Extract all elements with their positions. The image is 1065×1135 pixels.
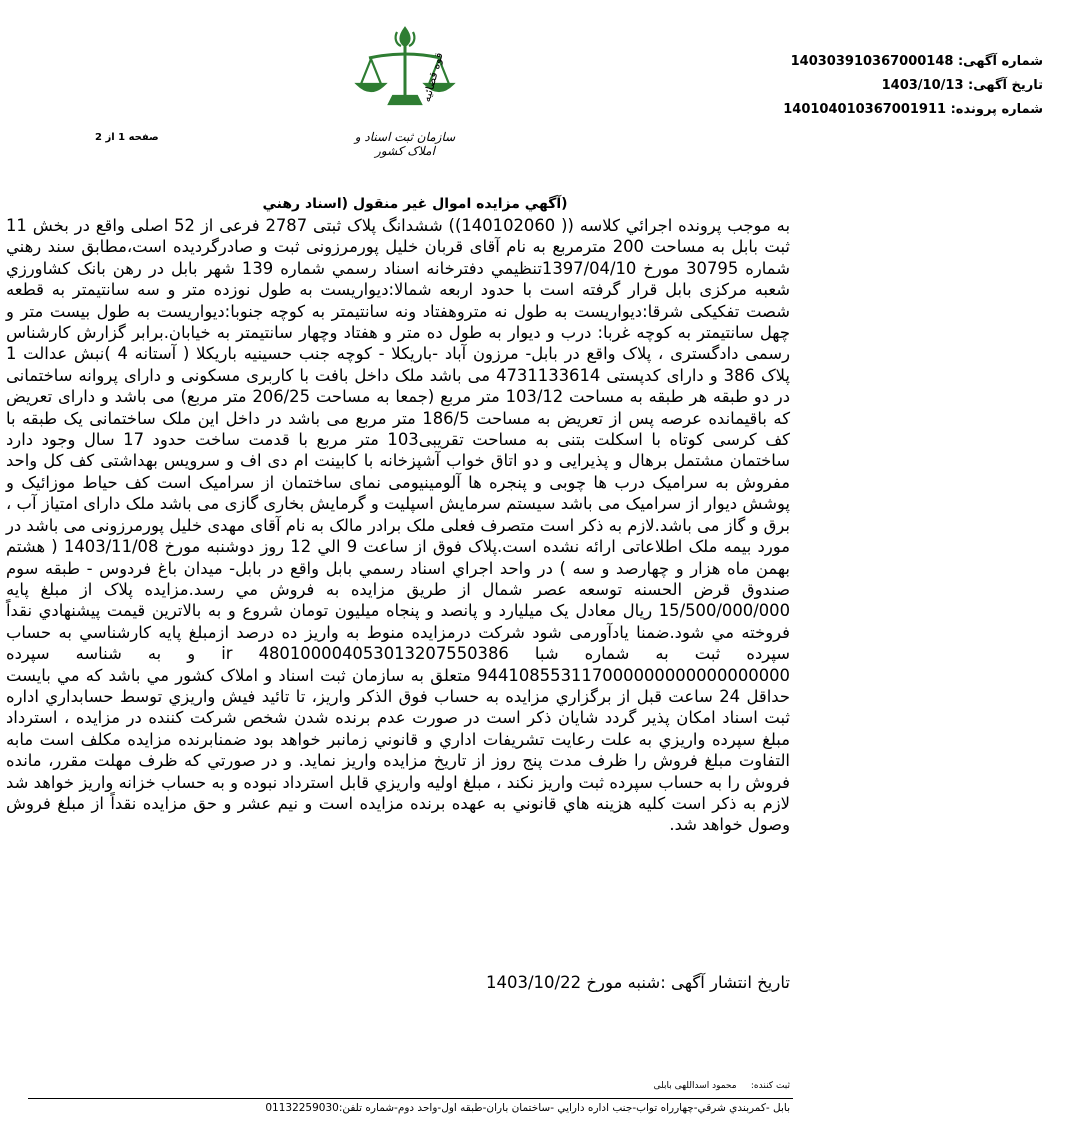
- publication-date: تاریخ انتشار آگهی :شنبه مورخ 1403/10/22: [485, 973, 790, 992]
- notice-number-row: [743, 50, 1043, 74]
- notice-body-text: به موجب پرونده اجرائي كلاسه (( 140102060)) ششدانگ پلاک ثبتی 2787 فرعی از 52 اصلی واقع در بخش 11 ثبت بابل به مساحت 200 مترمربع به نام آقای قربان خلیل پورمرزونی ثبت و صادرگردیده است،مطابق سند رهني شماره 30795 مورخ 1397/04/10تنظيمي دفترخانه اسناد رسمي شماره 139 شهر بابل در رهن بانک كشاورزي شعبه مرکزی بابل قرار گرفته است با حدود اربعه شمالا:دیواریست به طول نوزده متر و سه سانتیمتر به قطعه شصت تفکیکی شرقا:دیواریست به طول نه متروهفتاد ونه سانتیمتر به کوچه جنوبا:دیواریست به طول بیست متر و چهل سانتیمتر به کوچه غربا: درب و دیوار به طول ده متر و هفتاد وچهار سانتیمتر به خیابان.برابر گزارش کارشناس رسمی دادگستری ، پلاک واقع در بابل- مرزون آباد -باریکلا - کوچه جنب حسینیه باریکلا ( آستانه 4 )نبش عدالت 1 پلاک 386 و دارای کدپستی 4731133614 می باشد ملک داخل بافت با کاربری مسکونی و دارای پروانه ساختمانی در دو طبقه هر طبقه به مساحت 103/12 متر مربع (جمعا به مساحت 206/25 متر مربع) می باشد و دارای تعریض که باقیمانده عرصه پس از تعریض به مساحت 186/5 متر مربع می باشد در داخل این ملک ساختمانی یک طبقه با کف کرسی کوتاه با اسکلت بتنی به مساحت تقریبی103 متر مربع با قدمت ساخت حدود 17 سال وجود دارد ساختمان مشتمل برهال و پذیرایی و دو اتاق خواب آشپزخانه با کابینت ام دی اف و سرویس بهداشتی کف کل واحد مفروش به سرامیک درب ها چوبی و پنجره ها آلومینیومی نمای ساختمان از سرامیک است کف حیاط موزائیک و پوشش دیوار از سرامیک می باشد سیستم سرمایش اسپلیت و گرمایش بخاری گازی می باشد ملک دارای امتیاز آب ، برق و گاز می باشد.لازم به ذکر است متصرف فعلی ملک برادر مالک به نام آقای مهدی خلیل پورمرزونی می باشد در مورد بیمه ملک اطلاعاتی ارائه نشده است.پلاک فوق از ساعت 9 الي 12 روز دوشنبه مورخ 1403/11/08 ( هشتم بهمن ماه هزار و چهارصد و سه ) در واحد اجراي اسناد رسمي بابل واقع در بابل- میدان باغ فردوس - طبقه سوم صندوق قرض الحسنه توسعه عصر شمال از طريق مزايده به فروش مي رسد.مزايده پلاک از مبلغ پايه 15/500/000/000 ريال معادل یک میلیارد و پانصد و پنجاه میلیون تومان شروع و به بالاترين قيمت پيشنهادي نقداً فروخته مي شود.ضمنا يادآورمی شود شرکت درمزايده منوط به واريز ده درصد ازمبلغ پايه كارشناسي به حساب سپرده ثبت به شماره شبا ir 480100004053013207550386 و به شناسه سپرده 944108553117000000000000000000 متعلق به سازمان ثبت اسناد و املاک كشور مي باشد كه مي بايست حداقل 24 ساعت قبل از برگزاري مزايده به حساب فوق الذکر واريز، تا تائيد فيش واريزي توسط حسابداري اداره ثبت اسناد امکان پذير گردد شايان ذكر است در صورت عدم برنده شدن شخص شرکت كننده در مزايده ، استرداد مبلغ سپرده واريزي به علت رعايت تشريفات اداري و قانوني زمانبر خواهد بود ضمنابرنده مزايده مكلف است مابه التفاوت مبلغ فروش را ظرف مدت پنج روز از تاريخ مزايده واريز نمايد. و در صورتي كه ظرف مهلت مقرر، مانده فروش را به حساب سپرده ثبت واريز نكند ، مبلغ اوليه واريزي قابل استرداد نبوده و به حساب خزانه واريز خواهد شد لازم به ذکر است کلیه هزینه هاي قانوني به عهده برنده مزايده است و نيم عشر و حق مزايده نقداً از مبلغ فروش وصول خواهد شد.: [5, 216, 791, 835]
- footer-divider: [28, 1098, 793, 1099]
- page-number: صفحه 1 از 2: [95, 132, 159, 143]
- notice-number-label: شماره آگهی:: [957, 54, 1043, 69]
- registrar-label: ثبت کننده:: [750, 1081, 790, 1091]
- registrar: [560, 1081, 790, 1091]
- organization-text: سازمان ثبت اسناد و املاک کشور: [354, 130, 456, 158]
- notice-meta: [743, 50, 1043, 122]
- notice-body: [6, 215, 790, 836]
- case-number-label: شماره پرونده:: [950, 102, 1043, 117]
- notice-date-label: تاریخ آگهی:: [968, 78, 1043, 93]
- office-address: بابل -کمربندي شرقي-چهارراه تواب-جنب اداره دارايي -ساختمان باران-طبقه اول-واحد دوم-شماره تلفن:01132259030: [265, 1102, 790, 1114]
- notice-title: (آگهي مزايده اموال غير منقول (اسناد رهني: [262, 196, 568, 212]
- case-number: 140104010367001911: [783, 102, 947, 117]
- registrar-name: محمود اسداللهی بابلی: [653, 1081, 737, 1091]
- case-number-row: [743, 98, 1043, 122]
- notice-date: 1403/10/13: [881, 78, 964, 93]
- notice-date-row: [743, 74, 1043, 98]
- judiciary-text: قوه قضائیه: [420, 51, 446, 104]
- notice-number: 140303910367000148: [790, 54, 954, 69]
